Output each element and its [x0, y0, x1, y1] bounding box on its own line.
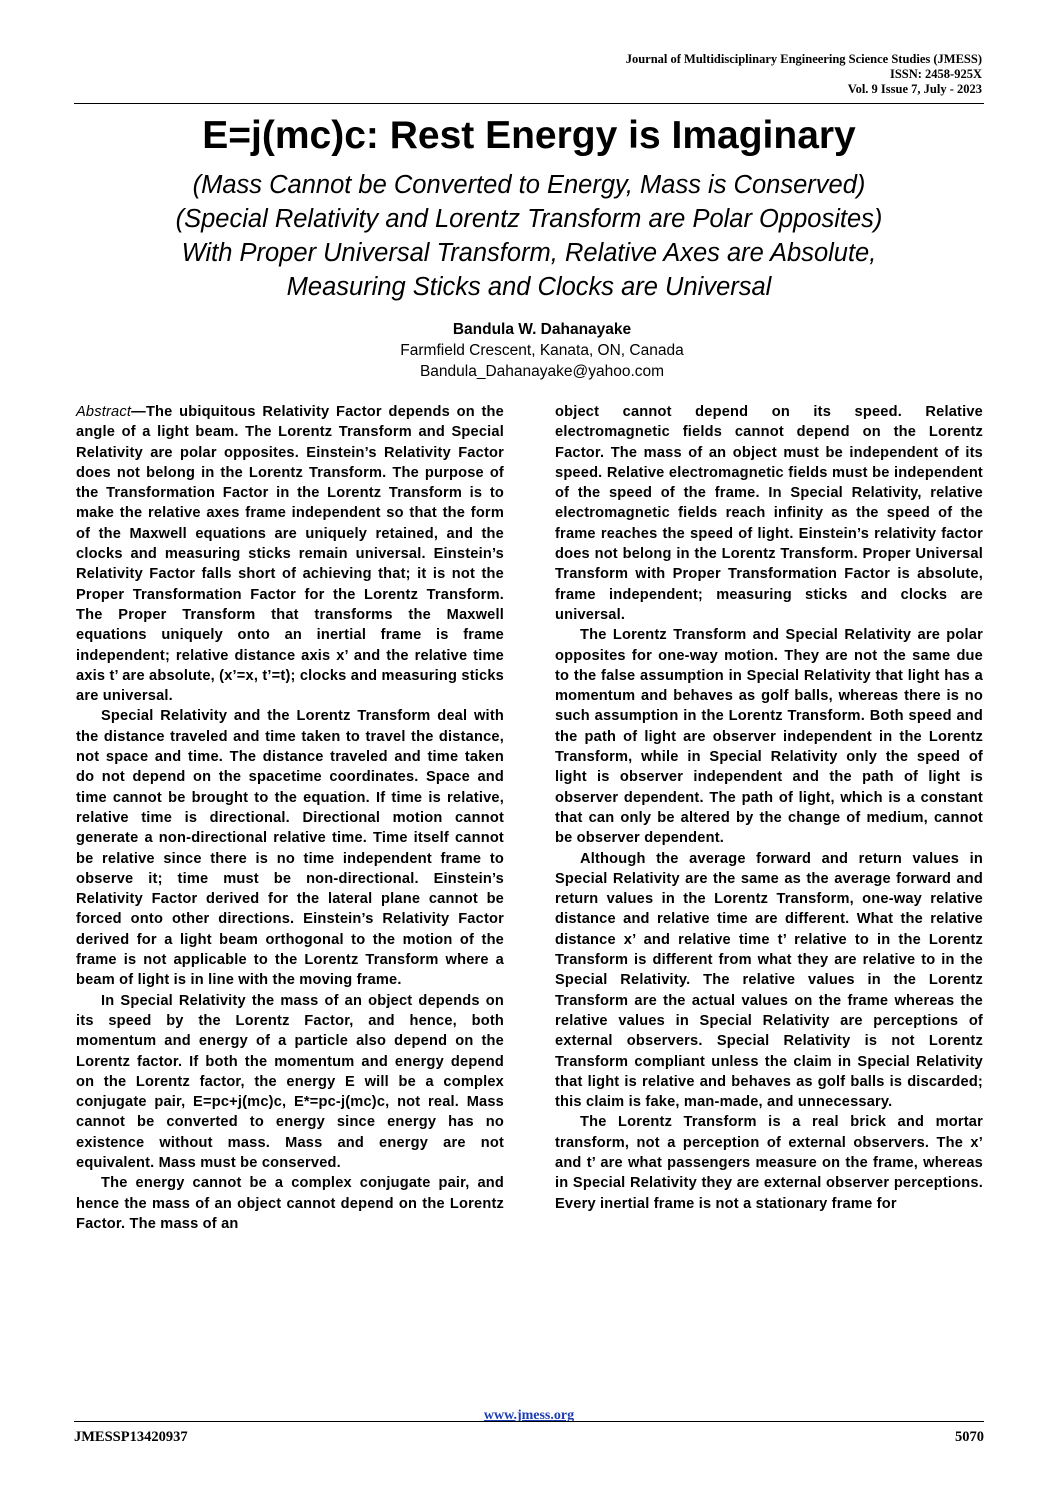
header-divider: [74, 103, 984, 104]
subtitle-line: With Proper Universal Transform, Relative Axes are Absolute,: [181, 239, 877, 267]
subtitle-line: (Mass Cannot be Converted to Energy, Mass is Conserved): [192, 171, 866, 199]
journal-website-link[interactable]: www.jmess.org: [483, 1408, 575, 1423]
body-paragraph: The energy cannot be a complex conjugate pair, and hence the mass of an object cannot depend on the Lorentz Factor. The mass of an: [76, 1175, 504, 1232]
abstract-dash: —: [131, 404, 146, 420]
author-name: Bandula W. Dahanayake: [452, 321, 632, 338]
body-paragraph: object cannot depend on its speed. Relative electromagnetic fields cannot depend on the Lorentz Factor. The mass of an object must be independent of its speed. Relative electromagnetic fields must be independent of the speed of the frame. In Special Relativity, relative electromagnetic fields reach infinity as the speed of the frame reaches the speed of light. Einstein’s relativity factor does not belong in the Lorentz Transform. Proper Universal Transform with Proper Transformation Factor is absolute, frame independent; measuring sticks and clocks are universal.: [555, 404, 983, 623]
journal-issn: ISSN: 2458-925X: [889, 67, 982, 81]
paper-title: E=j(mc)c: Rest Energy is Imaginary: [202, 114, 856, 157]
subtitle-line: (Special Relativity and Lorentz Transform are Polar Opposites): [175, 205, 883, 233]
author-email: Bandula_Dahanayake@yahoo.com: [419, 363, 665, 380]
footer-divider: [74, 1421, 984, 1422]
paper-id: JMESSP13420937: [74, 1429, 188, 1445]
body-paragraph: The Lorentz Transform is a real brick and mortar transform, not a perception of external observers. The x’ and t’ are what passengers measure on the frame, whereas in Special Relativity they are external observer perceptions. Every inertial frame is not a stationary frame for: [555, 1114, 983, 1212]
body-paragraph: Special Relativity and the Lorentz Transform deal with the distance traveled and time taken to travel the distance, not space and time. The distance traveled and time taken do not depend on the spacetime coordinates. Space and time cannot be brought to the equation. If time is relative, relative time is directional. Directional motion cannot generate a non-directional relative time. Time itself cannot be relative since there is no time independent frame to observe it; time must be non-directional. Einstein’s Relativity Factor derived for the lateral plane cannot be forced onto other directions. Einstein’s Relativity Factor derived for a light beam orthogonal to the motion of the frame is not applicable to the Lorentz Transform where a beam of light is in line with the moving frame.: [76, 708, 504, 989]
author-address: Farmfield Crescent, Kanata, ON, Canada: [400, 342, 684, 359]
author-block: [74, 319, 1010, 382]
page-number: 5070: [955, 1429, 984, 1445]
journal-volume: Vol. 9 Issue 7, July - 2023: [847, 82, 982, 96]
left-column: [76, 402, 504, 1234]
abstract-label: Abstract: [76, 404, 132, 420]
body-paragraph: The Lorentz Transform and Special Relativity are polar opposites for one-way motion. They are not the same due to the false assumption in Special Relativity that light has a momentum and behaves as golf balls, whereas there is no such assumption in the Lorentz Transform. Both speed and the path of light are observer independent in the Lorentz Transform, while in Special Relativity only the speed of light is observer independent and the path of light is observer dependent. The path of light, which is a constant that can only be altered by the change of medium, cannot be observer dependent.: [555, 627, 983, 847]
body-paragraph: In Special Relativity the mass of an object depends on its speed by the Lorentz Factor, and hence, both momentum and energy of a particle also depend on the Lorentz factor. If both the momentum and energy depend on the Lorentz factor, the energy E will be a complex conjugate pair, E=pc+j(mc)c, E*=pc-j(mc)c, not real. Mass cannot be converted to energy since energy has no existence without mass. Mass and energy are not equivalent. Mass must be conserved.: [76, 992, 504, 1171]
subtitle-line: Measuring Sticks and Clocks are Universal: [286, 273, 772, 301]
journal-header: [626, 52, 982, 97]
journal-name: Journal of Multidisciplinary Engineering Science Studies (JMESS): [625, 52, 982, 66]
abstract-text: The ubiquitous Relativity Factor depends on the angle of a light beam. The Lorentz Transform and Special Relativity are polar opposites. Einstein’s Relativity Factor does not belong in the Lorentz Transform. The purpose of the Transformation Factor in the Lorentz Transform is to make the relative axes frame independent so that the form of the Maxwell equations are uniquely retained, and the clocks and measuring sticks remain universal. Einstein’s Relativity Factor falls short of achieving that; it is not the Proper Transformation Factor for the Lorentz Transform. The Proper Transform that transforms the Maxwell equations uniquely onto an inertial frame is frame independent; relative distance axis x’ and the relative time axis t’ are absolute, (x’=x, t’=t); clocks and measuring sticks are universal.: [76, 404, 504, 705]
right-column: [555, 402, 983, 1214]
paper-subtitle: [74, 168, 984, 304]
body-paragraph: Although the average forward and return values in Special Relativity are the same as the average forward and return values in the Lorentz Transform, one-way relative distance and relative time are different. What the relative distance x’ and relative time t’ relative to in the Lorentz Transform is different from what they are relative to in the Special Relativity. The relative values in the Lorentz Transform are the actual values on the frame whereas the relative values in Special Relativity are perceptions of external observers. Special Relativity is not Lorentz Transform compliant unless the claim in Special Relativity that light is relative and behaves as golf balls is discarded; this claim is fake, man-made, and unnecessary.: [555, 850, 983, 1111]
abstract-paragraph: [76, 402, 504, 706]
